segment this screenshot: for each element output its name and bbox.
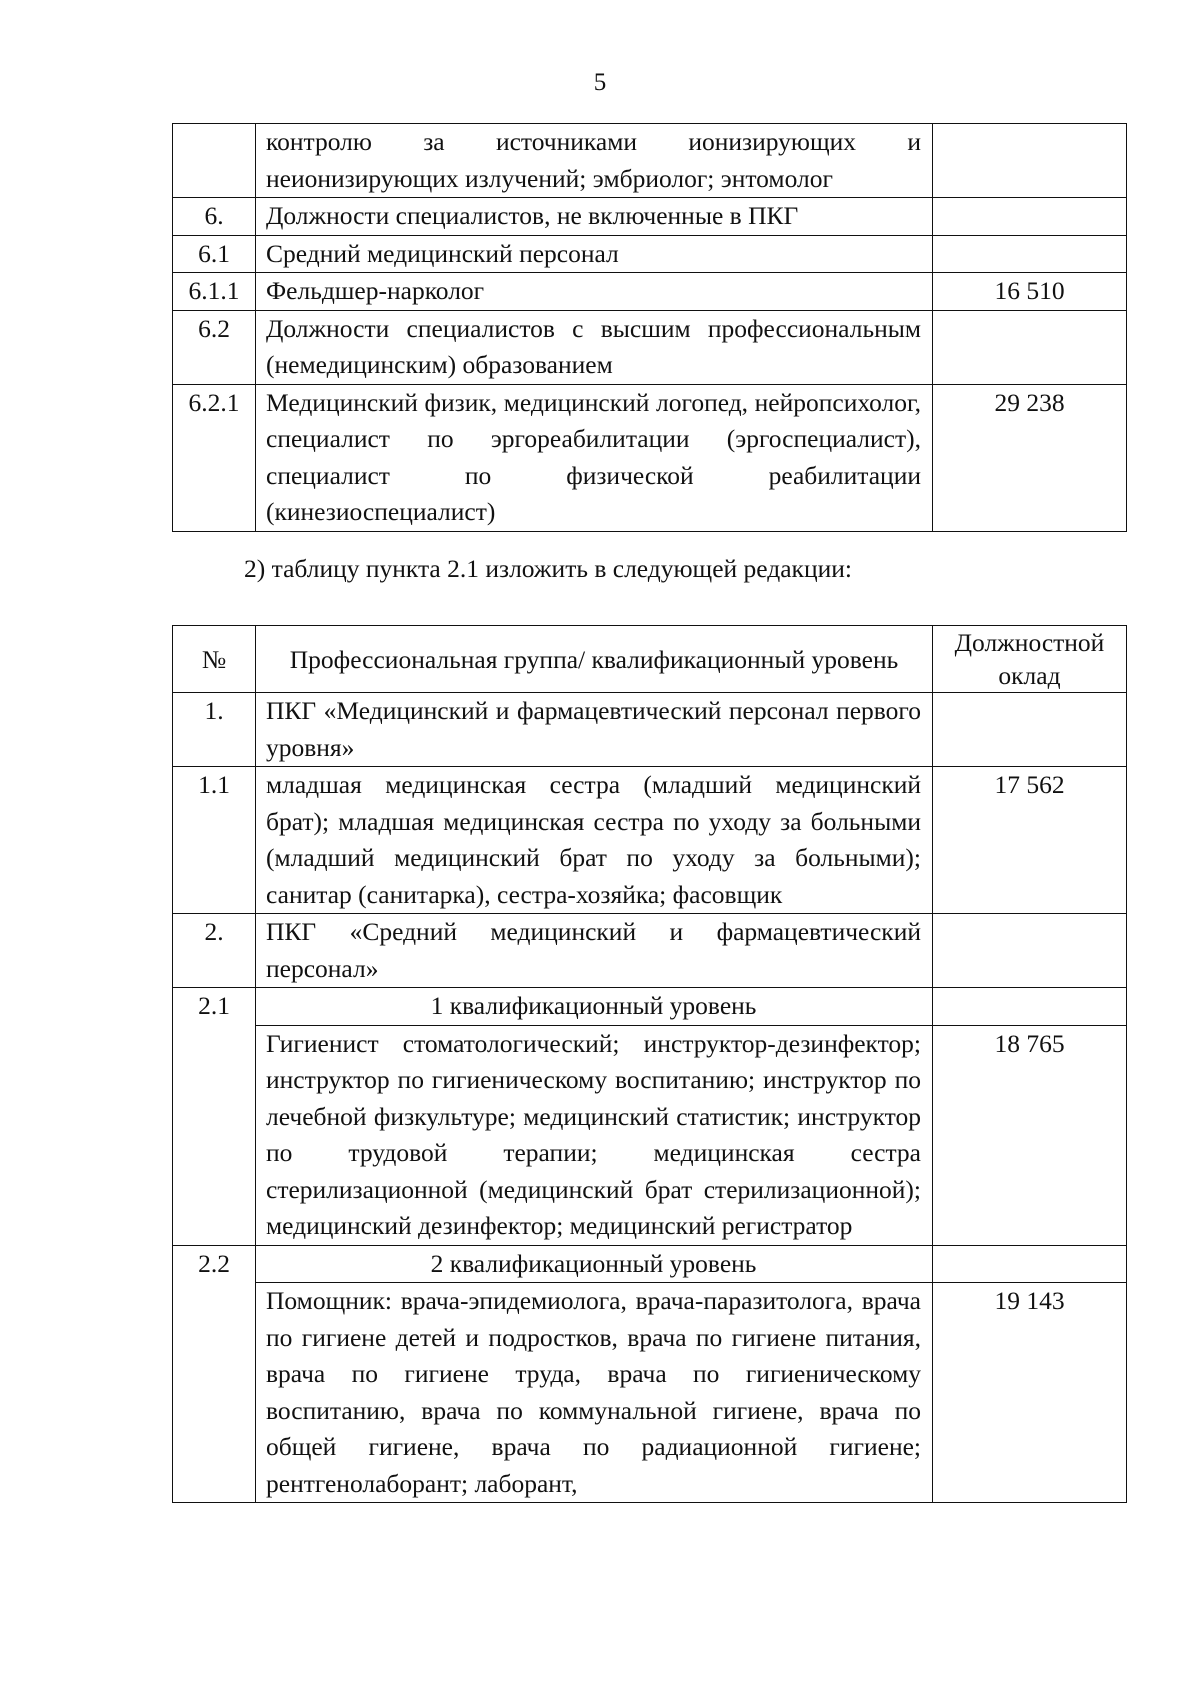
table-row (173, 914, 1127, 988)
row-number: 2.1 (173, 988, 256, 1246)
page-number: 5 (593, 69, 607, 96)
row-number: 1. (173, 693, 256, 767)
salary-empty (933, 988, 1127, 1026)
salary-value: 17 562 (933, 767, 1127, 914)
table-header-row (173, 626, 1127, 693)
position-text: Гигиенист стоматологический; инструктор-дезинфектор; инструктор по гигиеническому воспитанию; инструктор по лечебной физкультуре; медицинский статистик; инструктор по трудовой терапии; медицинская сестра стерилизационной (медицинский брат стерилизационной); медицинский дезинфектор; медицинский регистратор (256, 1025, 933, 1245)
row-number: 2. (173, 914, 256, 988)
header-salary: Должностной оклад (933, 626, 1127, 693)
position-text: Должности специалистов с высшим профессиональным (немедицинским) образованием (256, 310, 933, 384)
row-number: 6. (173, 198, 256, 236)
salary-empty (933, 1245, 1127, 1283)
row-number: 6.2.1 (173, 384, 256, 531)
position-text: ПКГ «Медицинский и фармацевтический персонал первого уровня» (256, 693, 933, 767)
position-text: Медицинский физик, медицинский логопед, нейропсихолог, специалист по эргореабилитации (эргоспециалист), специалист по физической реабилитации (кинезиоспециалист) (256, 384, 933, 531)
table-row (173, 988, 1127, 1026)
table-row (173, 693, 1127, 767)
position-text: Средний медицинский персонал (256, 235, 933, 273)
table-row (173, 273, 1127, 311)
position-text: Фельдшер-нарколог (256, 273, 933, 311)
salary-value: 16 510 (933, 273, 1127, 311)
row-number: 6.1 (173, 235, 256, 273)
salary-value (933, 235, 1127, 273)
header-group: Профессиональная группа/ квалификационный уровень (256, 626, 933, 693)
row-number: 6.1.1 (173, 273, 256, 311)
salary-value: 19 143 (933, 1283, 1127, 1503)
salary-value: 18 765 (933, 1025, 1127, 1245)
salary-value (933, 198, 1127, 236)
position-text: контролю за источниками ионизирующих и неионизирующих излучений; эмбриолог; энтомолог (256, 124, 933, 198)
qualification-table (172, 625, 1127, 1503)
table-row (173, 198, 1127, 236)
table-row (173, 384, 1127, 531)
position-text: Должности специалистов, не включенные в ПКГ (256, 198, 933, 236)
position-text: ПКГ «Средний медицинский и фармацевтический персонал» (256, 914, 933, 988)
salary-value (933, 124, 1127, 198)
table-row (173, 1025, 1127, 1245)
qualification-level: 2 квалификационный уровень (256, 1245, 933, 1283)
qualification-level: 1 квалификационный уровень (256, 988, 933, 1026)
table-row (173, 1245, 1127, 1283)
row-number: 2.2 (173, 1245, 256, 1503)
amendment-paragraph: 2) таблицу пункта 2.1 изложить в следующей редакции: (244, 554, 852, 583)
salary-value (933, 310, 1127, 384)
table-row (173, 1283, 1127, 1503)
table-row (173, 767, 1127, 914)
table-row (173, 310, 1127, 384)
salary-value (933, 914, 1127, 988)
salary-value: 29 238 (933, 384, 1127, 531)
positions-table-continued (172, 123, 1127, 532)
row-number: 1.1 (173, 767, 256, 914)
position-text: Помощник: врача-эпидемиолога, врача-паразитолога, врача по гигиене детей и подростков, врача по гигиене питания, врача по гигиене труда, врача по гигиеническому воспитанию, врача по коммунальной гигиене, врача по общей гигиене, врача по радиационной гигиене; рентгенолаборант; лаборант, (256, 1283, 933, 1503)
row-number: 6.2 (173, 310, 256, 384)
salary-value (933, 693, 1127, 767)
row-number (173, 124, 256, 198)
table-row (173, 124, 1127, 198)
position-text: младшая медицинская сестра (младший медицинский брат); младшая медицинская сестра по уходу за больными (младший медицинский брат по уходу за больными); санитар (санитарка), сестра-хозяйка; фасовщик (256, 767, 933, 914)
table-row (173, 235, 1127, 273)
header-number: № (173, 626, 256, 693)
